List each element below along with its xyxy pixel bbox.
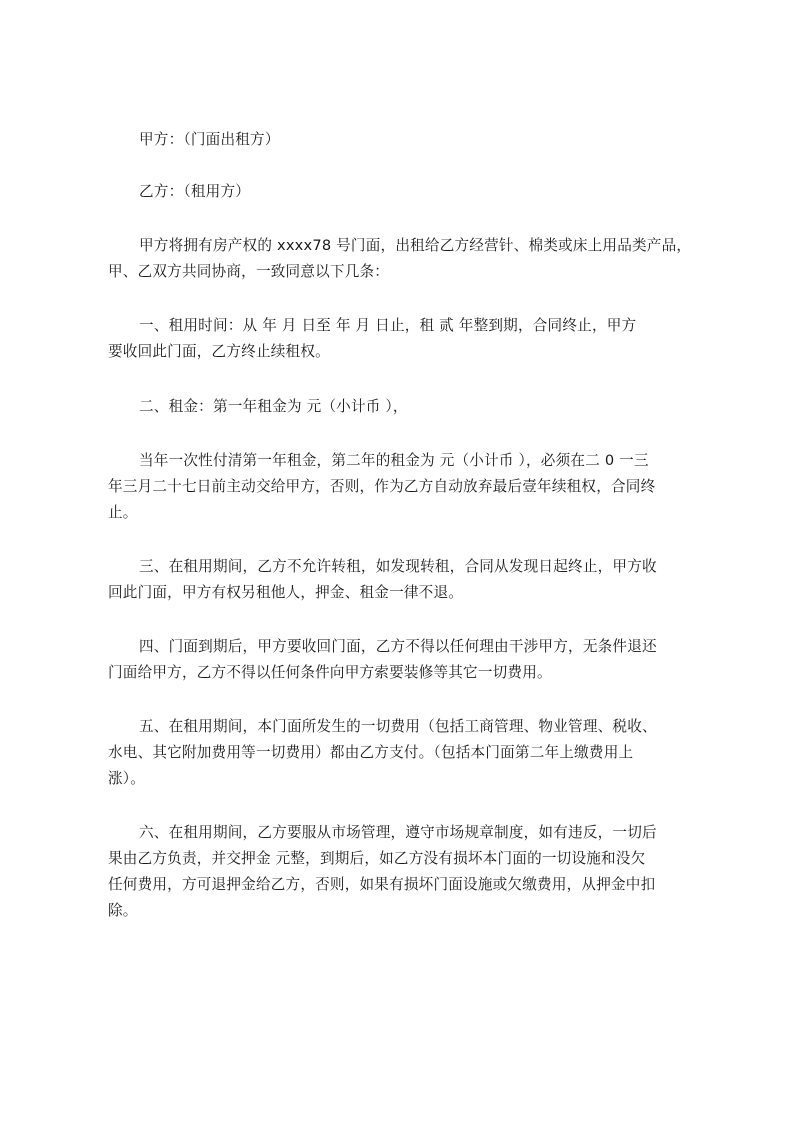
- clause-4-line-2: 门面给甲方，乙方不得以任何条件向甲方索要装修等其它一切费用。: [108, 664, 552, 681]
- payment-line-2: 年三月二十七日前主动交给甲方，否则，作为乙方自动放弃最后壹年续租权，合同终: [108, 478, 656, 495]
- clause-3-line-1: 三、在租用期间，乙方不允许转租，如发现转租，合同从发现日起终止，甲方收: [139, 558, 657, 575]
- clause-5-line-2: 水电、其它附加费用等一切费用）都由乙方支付。（包括本门面第二年上缴费用上: [108, 744, 634, 761]
- clause-3-line-2: 回此门面，甲方有权另租他人，押金、租金一律不退。: [108, 584, 464, 601]
- clause-4-paragraph: [108, 634, 708, 686]
- payment-line-3: 止。: [108, 504, 138, 521]
- clause-6-line-2: 果由乙方负责，并交押金 元整，到期后，如乙方没有损坏本门面的一切设施和没欠: [108, 850, 646, 867]
- clause-6-line-1: 六、在租用期间，乙方要服从市场管理，遵守市场规章制度，如有违反，一切后: [139, 824, 657, 841]
- clause-5-line-1: 五、在租用期间，本门面所发生的一切费用（包括工商管理、物业管理、税收、: [139, 718, 657, 735]
- intro-line-2: 甲、乙双方共同协商，一致同意以下几条：: [108, 263, 390, 280]
- clause-4-line-1: 四、门面到期后，甲方要收回门面，乙方不得以任何理由干涉甲方，无条件退还: [139, 638, 657, 655]
- clause-1-line-1: 一、租用时间：从 年 月 日至 年 月 日止，租 贰 年整到期，合同终止，甲方: [139, 317, 637, 334]
- intro-line-1: 甲方将拥有房产权的 xxxx78 号门面，出租给乙方经营针、棉类或床上用品类产品，: [139, 237, 692, 254]
- clause-1-line-2: 要收回此门面，乙方终止续租权。: [108, 343, 330, 360]
- clause-3-paragraph: [108, 554, 708, 606]
- party-a-line: [108, 127, 708, 153]
- payment-paragraph: [108, 448, 708, 526]
- intro-paragraph: [108, 233, 708, 285]
- clause-6-line-3: 任何费用，方可退押金给乙方，否则，如果有损坏门面设施或欠缴费用，从押金中扣: [108, 876, 656, 893]
- clause-2-line-1: 二、租金：第一年租金为 元（小计币 ），: [139, 398, 408, 415]
- clause-2-paragraph: [108, 394, 708, 420]
- party-a-text: 甲方：（门面出租方）: [139, 131, 280, 148]
- party-b-line: [108, 179, 708, 205]
- payment-line-1: 当年一次性付清第一年租金，第二年的租金为 元（小计币 ），必须在二 0 一三: [139, 452, 649, 469]
- clause-5-line-3: 涨）。: [108, 770, 146, 787]
- clause-6-paragraph: [108, 820, 708, 924]
- clause-6-line-4: 除。: [108, 902, 138, 919]
- clause-1-paragraph: [108, 313, 708, 365]
- party-b-text: 乙方：（租用方）: [139, 183, 251, 200]
- clause-5-paragraph: [108, 714, 708, 792]
